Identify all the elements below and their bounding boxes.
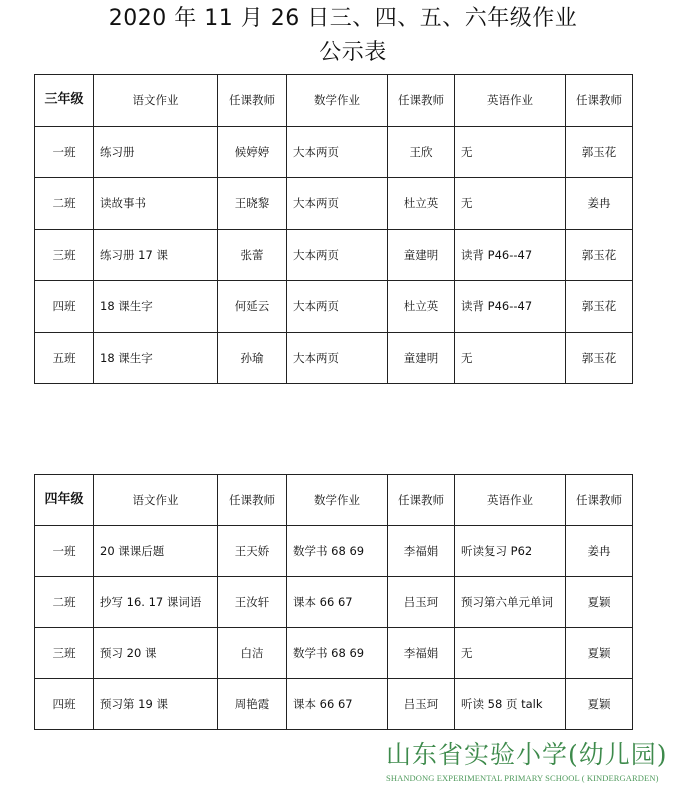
english-hw: 无: [455, 126, 566, 178]
english-hw: 预习第六单元单词: [455, 577, 566, 628]
class-name: 一班: [35, 526, 94, 577]
grade4-homework-table: [34, 474, 633, 730]
chinese-teacher-header: 任课教师: [218, 75, 287, 127]
english-hw: 无: [455, 178, 566, 230]
math-hw: 数学书 68 69: [287, 526, 388, 577]
chinese-teacher: 王汝轩: [218, 577, 287, 628]
table-row: [35, 526, 633, 577]
table-header-row: [35, 475, 633, 526]
english-teacher: 郭玉花: [566, 229, 633, 281]
math-teacher-header: 任课教师: [388, 475, 455, 526]
chinese-teacher: 王晓黎: [218, 178, 287, 230]
table-row: [35, 577, 633, 628]
grade3-homework-table: [34, 74, 633, 384]
math-teacher: 李福娟: [388, 628, 455, 679]
chinese-teacher: 白洁: [218, 628, 287, 679]
chinese-teacher: 何延云: [218, 281, 287, 333]
math-hw: 数学书 68 69: [287, 628, 388, 679]
chinese-hw-header: 语文作业: [94, 475, 218, 526]
math-hw: 课本 66 67: [287, 679, 388, 730]
page-subtitle: 公示表: [319, 40, 387, 65]
school-name-cn: 山东省实验小学(幼儿园): [386, 740, 668, 769]
english-hw: 无: [455, 628, 566, 679]
chinese-hw: 读故事书: [94, 178, 218, 230]
english-hw-header: 英语作业: [455, 75, 566, 127]
english-hw: 读背 P46--47: [455, 229, 566, 281]
chinese-teacher: 孙瑜: [218, 332, 287, 384]
chinese-hw: 20 课课后题: [94, 526, 218, 577]
math-teacher: 王欣: [388, 126, 455, 178]
class-name: 三班: [35, 628, 94, 679]
english-hw: 听读 58 页 talk: [455, 679, 566, 730]
english-teacher: 郭玉花: [566, 281, 633, 333]
table-row: [35, 229, 633, 281]
english-teacher: 夏颖: [566, 679, 633, 730]
math-hw: 大本两页: [287, 281, 388, 333]
math-hw: 大本两页: [287, 332, 388, 384]
english-hw-header: 英语作业: [455, 475, 566, 526]
chinese-teacher: 王天娇: [218, 526, 287, 577]
table-row: [35, 332, 633, 384]
english-teacher: 郭玉花: [566, 332, 633, 384]
math-teacher: 童建明: [388, 332, 455, 384]
math-teacher: 童建明: [388, 229, 455, 281]
chinese-teacher: 周艳霞: [218, 679, 287, 730]
grade-header: 三年级: [35, 75, 94, 127]
chinese-hw: 练习册 17 课: [94, 229, 218, 281]
chinese-hw-header: 语文作业: [94, 75, 218, 127]
chinese-hw: 练习册: [94, 126, 218, 178]
math-hw-header: 数学作业: [287, 475, 388, 526]
chinese-teacher-header: 任课教师: [218, 475, 287, 526]
class-name: 五班: [35, 332, 94, 384]
class-name: 二班: [35, 577, 94, 628]
grade-header: 四年级: [35, 475, 94, 526]
math-hw-header: 数学作业: [287, 75, 388, 127]
table-row: [35, 281, 633, 333]
english-hw: 读背 P46--47: [455, 281, 566, 333]
table-header-row: [35, 75, 633, 127]
class-name: 四班: [35, 679, 94, 730]
english-teacher-header: 任课教师: [566, 75, 633, 127]
math-hw: 大本两页: [287, 178, 388, 230]
chinese-hw: 预习第 19 课: [94, 679, 218, 730]
math-teacher: 吕玉珂: [388, 679, 455, 730]
class-name: 二班: [35, 178, 94, 230]
table-row: [35, 628, 633, 679]
chinese-hw: 18 课生字: [94, 332, 218, 384]
chinese-teacher: 张蕾: [218, 229, 287, 281]
table-row: [35, 178, 633, 230]
class-name: 三班: [35, 229, 94, 281]
english-teacher: 夏颖: [566, 628, 633, 679]
chinese-hw: 抄写 16. 17 课词语: [94, 577, 218, 628]
english-hw: 无: [455, 332, 566, 384]
math-teacher: 杜立英: [388, 281, 455, 333]
class-name: 四班: [35, 281, 94, 333]
math-hw: 课本 66 67: [287, 577, 388, 628]
table-row: [35, 679, 633, 730]
page-title: 2020 年 11 月 26 日三、四、五、六年级作业: [108, 6, 578, 31]
english-teacher: 夏颖: [566, 577, 633, 628]
english-teacher: 姜冉: [566, 526, 633, 577]
math-hw: 大本两页: [287, 229, 388, 281]
school-logo: [386, 738, 676, 784]
english-hw: 听读复习 P62: [455, 526, 566, 577]
english-teacher: 姜冉: [566, 178, 633, 230]
chinese-teacher: 候婷婷: [218, 126, 287, 178]
table-row: [35, 126, 633, 178]
math-teacher-header: 任课教师: [388, 75, 455, 127]
math-teacher: 吕玉珂: [388, 577, 455, 628]
math-teacher: 李福娟: [388, 526, 455, 577]
school-name-en: SHANDONG EXPERIMENTAL PRIMARY SCHOOL ( KINDERGARDEN): [386, 773, 659, 783]
english-teacher: 郭玉花: [566, 126, 633, 178]
class-name: 一班: [35, 126, 94, 178]
chinese-hw: 预习 20 课: [94, 628, 218, 679]
math-hw: 大本两页: [287, 126, 388, 178]
chinese-hw: 18 课生字: [94, 281, 218, 333]
english-teacher-header: 任课教师: [566, 475, 633, 526]
math-teacher: 杜立英: [388, 178, 455, 230]
